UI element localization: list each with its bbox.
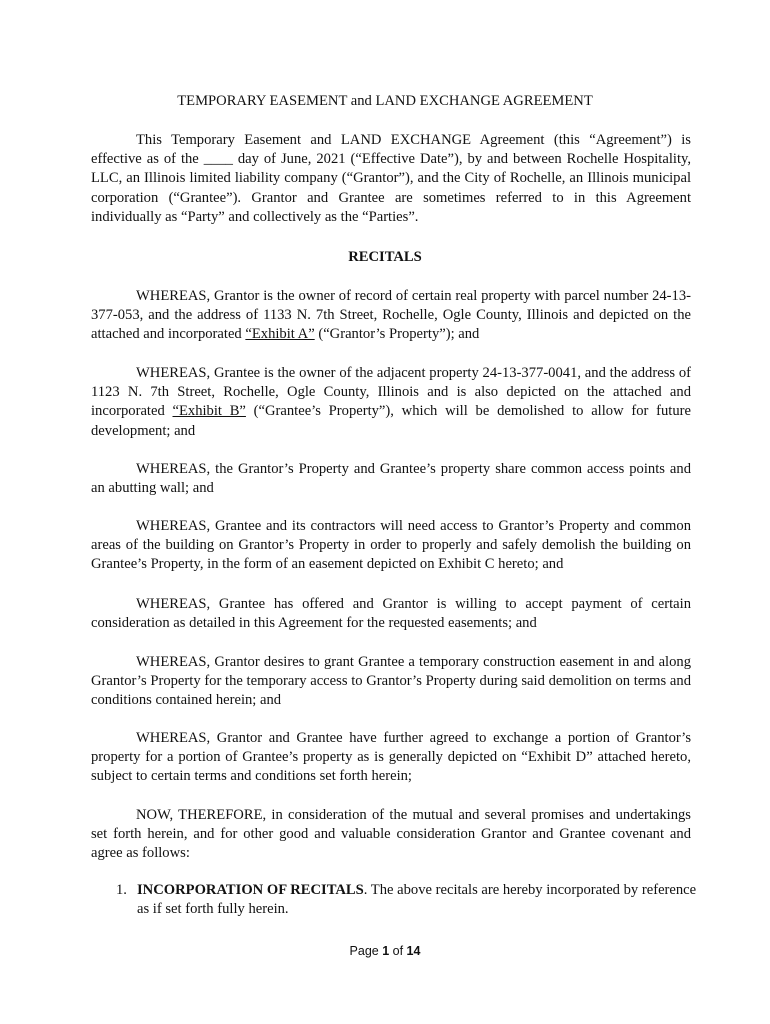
now-therefore-paragraph: NOW, THEREFORE, in consideration of the mutual and several promises and undertakings set forth herein, and for other good and valuable consideration Grantor and Grantee covenant and agree as follows: <box>91 807 691 862</box>
recital-paragraph-2: WHEREAS, Grantee is the owner of the adjacent property 24-13-377-0041, and the address of 1123 N. 7th Street, Rochelle, Ogle County, Illinois and is also depicted on the attached and incorporated “Exhibit B” (“Grantee’s Property”), which will be demolished to allow for future development; and <box>91 365 691 439</box>
page-total: 14 <box>406 944 421 958</box>
document-title: TEMPORARY EASEMENT and LAND EXCHANGE AGREEMENT <box>177 93 593 109</box>
page-footer: Page 1 of 14 <box>349 944 421 958</box>
recital-paragraph-6: WHEREAS, Grantor desires to grant Grantee a temporary construction easement in and along Grantor’s Property for the temporary access to Grantor’s Property during said demolition on terms and conditions contained herein; and <box>91 654 691 709</box>
recital-paragraph-5: WHEREAS, Grantee has offered and Grantor is willing to accept payment of certain consideration as detailed in this Agreement for the requested easements; and <box>91 596 691 632</box>
recital-paragraph-3: WHEREAS, the Grantor’s Property and Grantee’s property share common access points and an abutting wall; and <box>91 461 691 497</box>
recital-paragraph-1: WHEREAS, Grantor is the owner of record of certain real property with parcel number 24-13-377-053, and the address of 1133 N. 7th Street, Rochelle, Ogle County, Illinois and depicted on the attached and incorporated “Exhibit A” (“Grantor’s Property”); and <box>91 288 691 343</box>
recital-paragraph-7: WHEREAS, Grantor and Grantee have further agreed to exchange a portion of Grantor’s property for a portion of Grantee’s property as is generally depicted on “Exhibit D” attached hereto, subject to certain terms and conditions set forth herein; <box>91 730 691 785</box>
list-item-text: . The above recitals are hereby incorporated by reference as if set forth fully herein. <box>137 882 697 918</box>
list-item-incorporation <box>116 881 697 919</box>
page-current: 1 <box>382 944 390 958</box>
exhibit-a-reference: “Exhibit A” <box>245 326 315 343</box>
recitals-heading: RECITALS <box>348 249 422 265</box>
list-item-number: 1. <box>116 882 127 898</box>
list-item-heading: INCORPORATION OF RECITALS <box>137 882 364 898</box>
exhibit-b-reference: “Exhibit B” <box>172 403 246 420</box>
recital-paragraph-4: WHEREAS, Grantee and its contractors will need access to Grantor’s Property and common areas of the building on Grantor’s Property in order to properly and safely demolish the building on Grantee’s Property, in the form of an easement depicted on Exhibit C hereto; and <box>91 518 691 573</box>
intro-paragraph: This Temporary Easement and LAND EXCHANGE Agreement (this “Agreement”) is effective as of the ____ day of June, 2021 (“Effective Date”), by and between Rochelle Hospitality, LLC, an Illinois limited liability company (“Grantor”), and the City of Rochelle, an Illinois municipal corporation (“Grantee”). Grantor and Grantee are sometimes referred to in this Agreement individually as “Party” and collectively as the “Parties”. <box>91 132 691 225</box>
